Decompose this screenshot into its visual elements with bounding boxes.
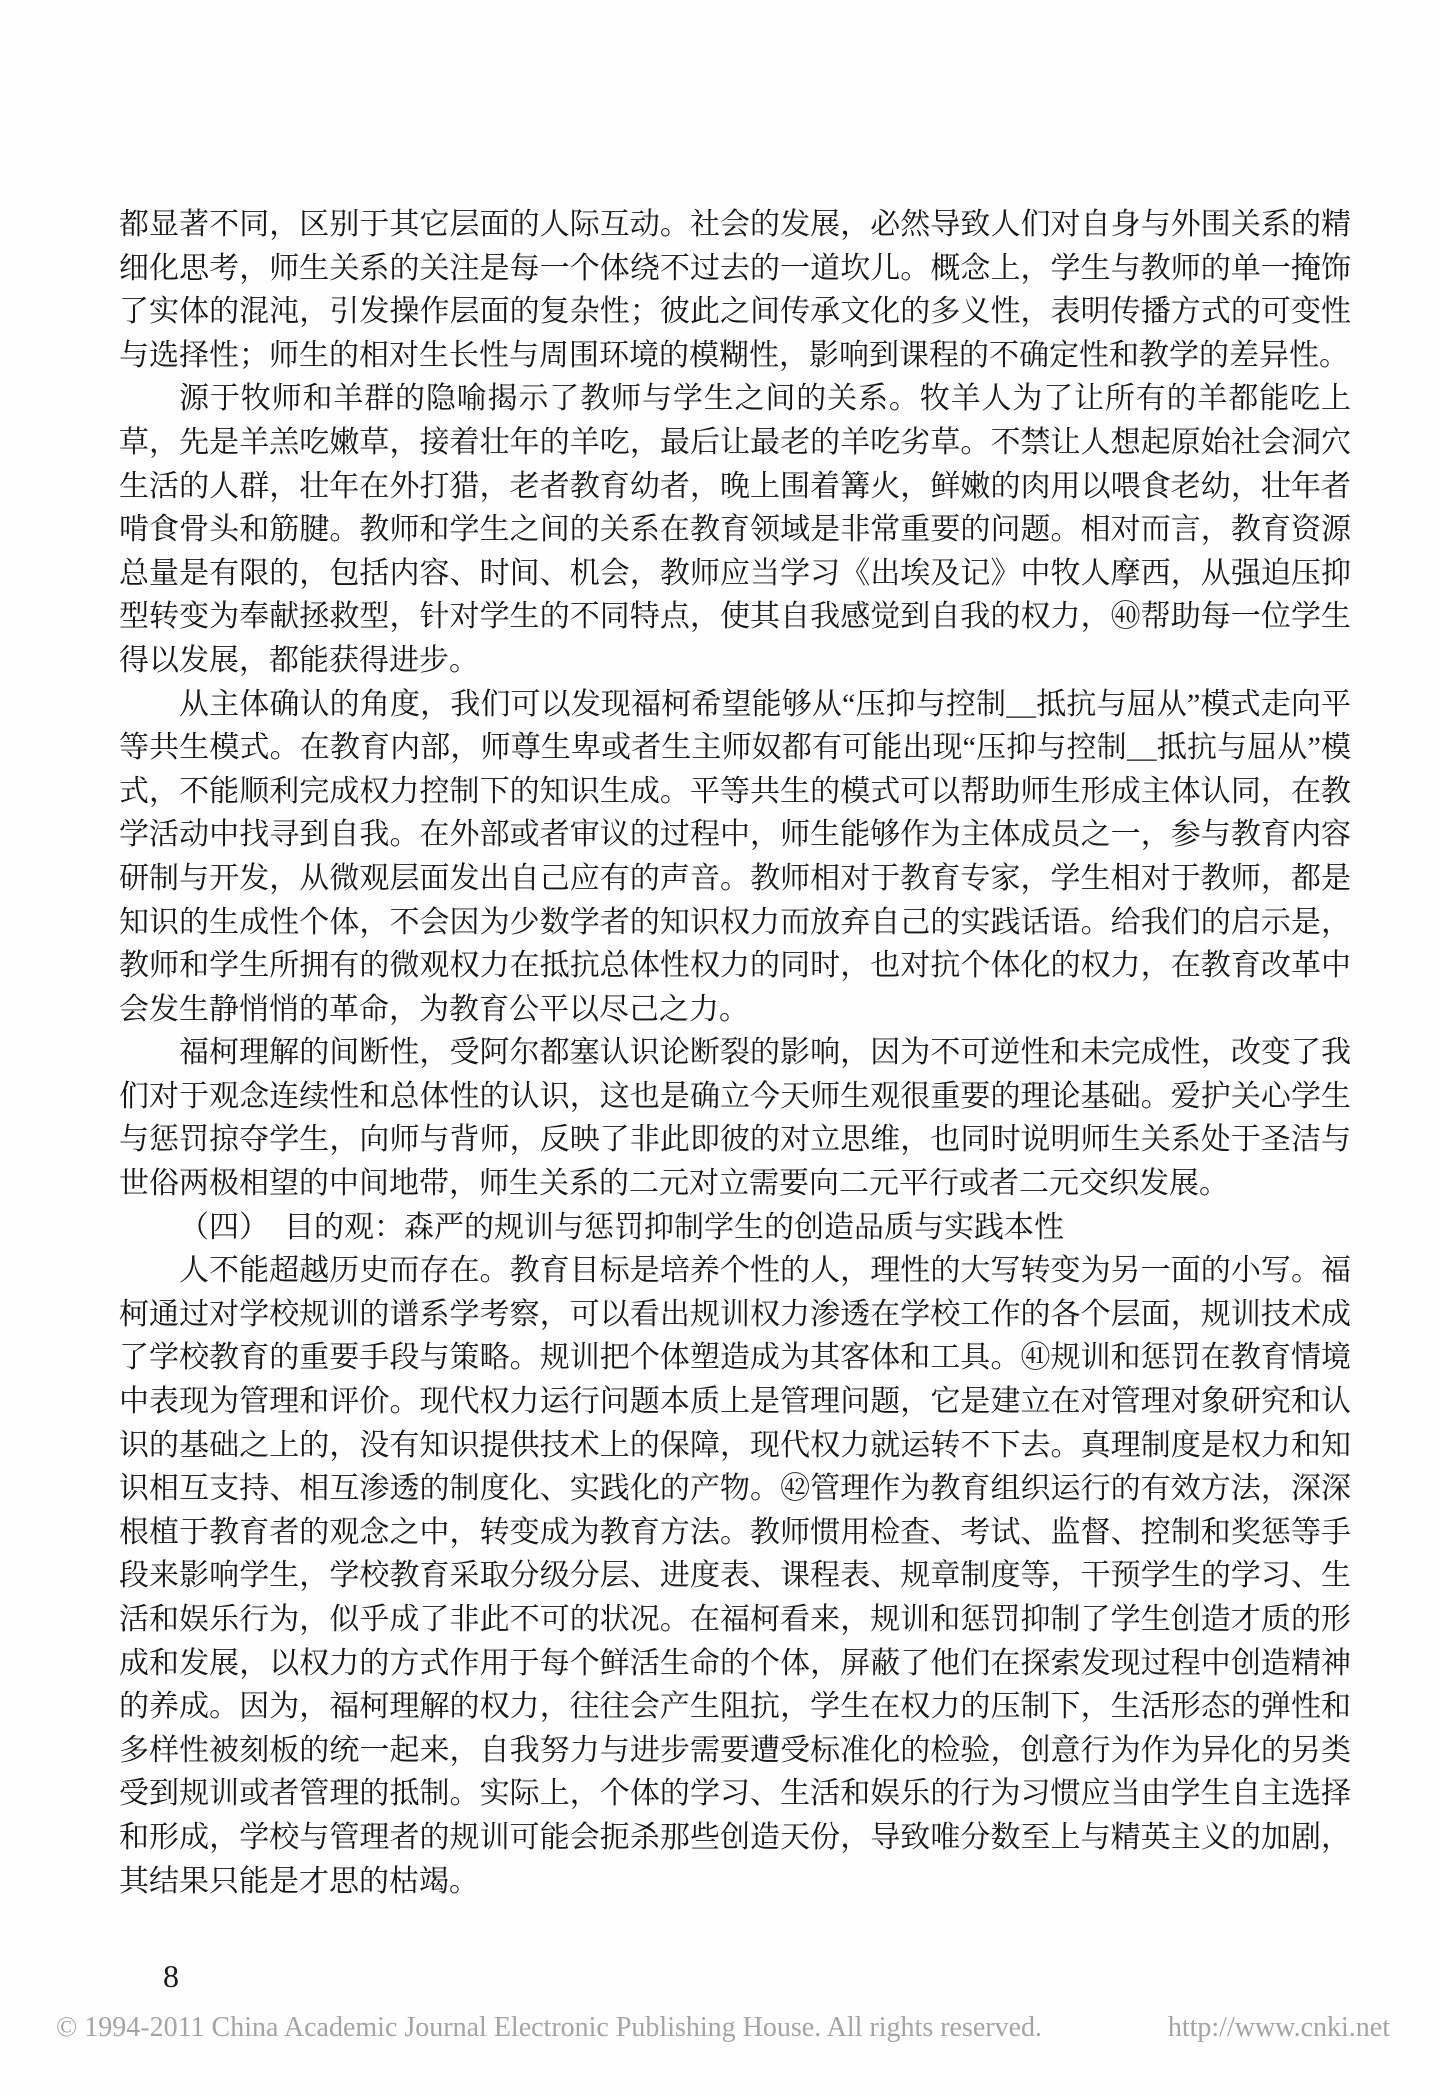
body-paragraph: 福柯理解的间断性，受阿尔都塞认识论断裂的影响，因为不可逆性和未完成性，改变了我们对于观念连续性和总体性的认识，这也是确立今天师生观很重要的理论基础。爱护关心学生与惩罚掠夺学生，向师与背师，反映了非此即彼的对立思维，也同时说明师生关系处于圣洁与世俗两极相望的中间地带，师生关系的二元对立需要向二元平行或者二元交织发展。 [119,1036,1351,1201]
body-paragraph: 源于牧师和羊群的隐喻揭示了教师与学生之间的关系。牧羊人为了让所有的羊都能吃上草，先是羊羔吃嫩草，接着壮年的羊吃，最后让最老的羊吃劣草。不禁让人想起原始社会洞穴生活的人群，壮年在外打猎，老者教育幼者，晚上围着篝火，鲜嫩的肉用以喂食老幼，壮年者啃食骨头和筋腱。教师和学生之间的关系在教育领域是非常重要的问题。相对而言，教育资源总量是有限的，包括内容、时间、机会，教师应当学习《出埃及记》中牧人摩西，从强迫压抑型转变为奉献拯救型，针对学生的不同特点，使其自我感觉到自我的权力，㊵帮助每一位学生得以发展，都能获得进步。 [119,382,1351,677]
copyright-text: © 1994-2011 China Academic Journal Electronic Publishing House. All rights reserved. [56,2012,1043,2043]
copyright-footer [56,2012,1390,2044]
body-paragraph: 人不能超越历史而存在。教育目标是培养个性的人，理性的大写转变为另一面的小写。福柯通过对学校规训的谱系学考察，可以看出规训权力渗透在学校工作的各个层面，规训技术成了学校教育的重要手段与策略。规训把个体塑造成为其客体和工具。㊶规训和惩罚在教育情境中表现为管理和评价。现代权力运行问题本质上是管理问题，它是建立在对管理对象研究和认识的基础之上的，没有知识提供技术上的保障，现代权力就运转不下去。真理制度是权力和知识相互支持、相互渗透的制度化、实践化的产物。㊷管理作为教育组织运行的有效方法，深深根植于教育者的观念之中，转变成为教育方法。教师惯用检查、考试、监督、控制和奖惩等手段来影响学生，学校教育采取分级分层、进度表、课程表、规章制度等，干预学生的学习、生活和娱乐行为，似乎成了非此不可的状况。在福柯看来，规训和惩罚抑制了学生创造才质的形成和发展，以权力的方式作用于每个鲜活生命的个体，屏蔽了他们在探索发现过程中创造精神的养成。因为，福柯理解的权力，往往会产生阻抗，学生在权力的压制下，生活形态的弹性和多样性被刻板的统一起来，自我努力与进步需要遭受标准化的检验，创意行为作为异化的另类受到规训或者管理的抵制。实际上，个体的学习、生活和娱乐的行为习惯应当由学生自主选择和形成，学校与管理者的规训可能会扼杀那些创造天份，导致唯分数至上与精英主义的加剧，其结果只能是才思的枯竭。 [119,1254,1351,1898]
section-heading: （四） 目的观：森严的规训与惩罚抑制学生的创造品质与实践本性 [179,1210,1064,1244]
body-paragraph-continuation: 都显著不同，区别于其它层面的人际互动。社会的发展，必然导致人们对自身与外围关系的精细化思考，师生关系的关注是每一个体绕不过去的一道坎儿。概念上，学生与教师的单一掩饰了实体的混沌，引发操作层面的复杂性；彼此之间传承文化的多义性，表明传播方式的可变性与选择性；师生的相对生长性与周围环境的模糊性，影响到课程的不确定性和教学的差异性。 [119,208,1351,372]
article-body [119,203,1351,1903]
body-paragraph: 从主体确认的角度，我们可以发现福柯希望能够从“压抑与控制＿抵抗与屈从”模式走向平等共生模式。在教育内部，师尊生卑或者生主师奴都有可能出现“压抑与控制＿抵抗与屈从”模式，不能顺利完成权力控制下的知识生成。平等共生的模式可以帮助师生形成主体认同，在教学活动中找寻到自我。在外部或者审议的过程中，师生能够作为主体成员之一，参与教育内容研制与开发，从微观层面发出自己应有的声音。教师相对于教育专家，学生相对于教师，都是知识的生成性个体，不会因为少数学者的知识权力而放弃自己的实践话语。给我们的启示是，教师和学生所拥有的微观权力在抵抗总体性权力的同时，也对抗个体化的权力，在教育改革中会发生静悄悄的革命，为教育公平以尽己之力。 [119,687,1351,1026]
page-number: 8 [163,1958,179,1994]
footer-url: http://www.cnki.net [1167,2012,1390,2043]
